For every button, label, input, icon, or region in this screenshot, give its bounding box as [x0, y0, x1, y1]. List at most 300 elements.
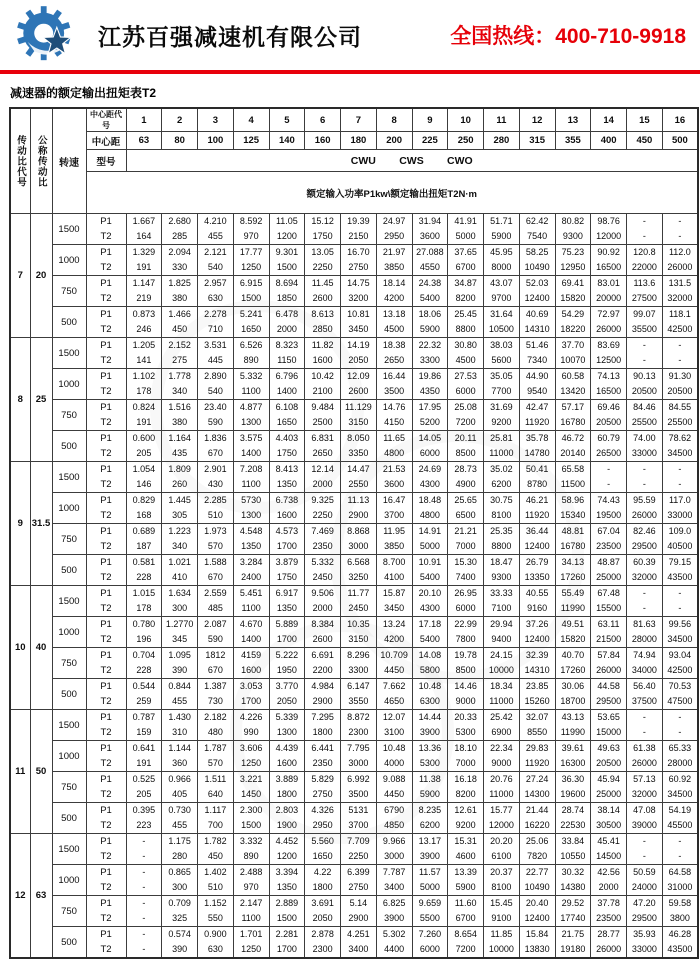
- torque-value-cell: 13.24 4200: [376, 617, 412, 648]
- torque-value-cell: 3.284 2400: [233, 555, 269, 586]
- torque-value-cell: 17.18 5400: [412, 617, 448, 648]
- torque-value-cell: 7.709 2250: [341, 834, 377, 865]
- torque-value-cell: 9.088 4450: [376, 772, 412, 803]
- torque-value-cell: 113.6 27500: [627, 276, 663, 307]
- torque-value-cell: 20.20 6100: [484, 834, 520, 865]
- torque-value-cell: 5.560 1650: [305, 834, 341, 865]
- torque-value-cell: 48.81 16780: [555, 524, 591, 555]
- torque-value-cell: 29.52 17740: [555, 896, 591, 927]
- torque-value-cell: 34.13 17260: [555, 555, 591, 586]
- torque-value-cell: 9.325 2250: [305, 493, 341, 524]
- table-row: [10, 617, 698, 648]
- speed-cell: 500: [52, 679, 86, 710]
- torque-value-cell: 14.08 5800: [412, 648, 448, 679]
- torque-value-cell: 17.77 1250: [233, 245, 269, 276]
- torque-value-cell: 30.75 8100: [484, 493, 520, 524]
- torque-value-cell: 1.466 450: [162, 307, 198, 338]
- speed-cell: 1500: [52, 834, 86, 865]
- torque-value-cell: 23.85 15260: [519, 679, 555, 710]
- torque-value-cell: 2.680 285: [162, 214, 198, 245]
- torque-value-cell: 6.147 3550: [341, 679, 377, 710]
- torque-value-cell: 2.889 1500: [269, 896, 305, 927]
- torque-value-cell: 8.872 2300: [341, 710, 377, 741]
- torque-value-cell: 64.58 31000: [662, 865, 698, 896]
- row-label-center-distance-code: 中心距代号: [86, 108, 126, 132]
- torque-value-cell: 8.592 970: [233, 214, 269, 245]
- torque-value-cell: 0.600 205: [126, 431, 162, 462]
- table-row: [10, 462, 698, 493]
- p1-t2-label-cell: P1 T2: [86, 927, 126, 959]
- torque-value-cell: 7.208 1100: [233, 462, 269, 493]
- torque-value-cell: 2.803 1900: [269, 803, 305, 834]
- center-distance-cell: 250: [448, 132, 484, 150]
- torque-value-cell: 42.47 11920: [519, 400, 555, 431]
- torque-value-cell: 90.13 20500: [627, 369, 663, 400]
- torque-value-cell: 7.662 4650: [376, 679, 412, 710]
- torque-value-cell: 38.14 30500: [591, 803, 627, 834]
- torque-value-cell: 37.65 6700: [448, 245, 484, 276]
- torque-value-cell: 3.770 2050: [269, 679, 305, 710]
- torque-value-cell: 30.80 4500: [448, 338, 484, 369]
- table-row: [10, 834, 698, 865]
- p1-t2-label-cell: P1 T2: [86, 710, 126, 741]
- torque-value-cell: 14.75 3200: [341, 276, 377, 307]
- torque-value-cell: 82.46 29500: [627, 524, 663, 555]
- torque-value-cell: 0.873 246: [126, 307, 162, 338]
- center-distance-code-cell: 12: [519, 108, 555, 132]
- torque-value-cell: 18.47 9300: [484, 555, 520, 586]
- torque-value-cell: 3.691 2050: [305, 896, 341, 927]
- torque-value-cell: 42.56 2000: [591, 865, 627, 896]
- col-header-speed: 转速: [52, 108, 86, 214]
- torque-value-cell: 0.395 223: [126, 803, 162, 834]
- torque-value-cell: 2.878 2300: [305, 927, 341, 959]
- torque-value-cell: 50.59 24000: [627, 865, 663, 896]
- torque-value-cell: 1.516 380: [162, 400, 198, 431]
- torque-value-cell: - -: [627, 214, 663, 245]
- torque-value-cell: 27.53 6000: [448, 369, 484, 400]
- torque-table-body: [10, 108, 698, 958]
- torque-value-cell: 6.526 890: [233, 338, 269, 369]
- torque-value-cell: 6.831 2650: [305, 431, 341, 462]
- torque-value-cell: 46.72 20140: [555, 431, 591, 462]
- torque-value-cell: 38.03 5600: [484, 338, 520, 369]
- center-distance-code-cell: 7: [341, 108, 377, 132]
- speed-cell: 500: [52, 927, 86, 959]
- ratio-code-cell: 7: [10, 214, 30, 338]
- torque-value-cell: 6.399 2750: [341, 865, 377, 896]
- torque-value-cell: 29.83 11920: [519, 741, 555, 772]
- torque-value-cell: 4.22 1800: [305, 865, 341, 896]
- header-row-model: [10, 150, 698, 172]
- torque-value-cell: 6790 4850: [376, 803, 412, 834]
- torque-value-cell: 1.021 410: [162, 555, 198, 586]
- torque-value-cell: 0.704 228: [126, 648, 162, 679]
- table-row: [10, 896, 698, 927]
- torque-value-cell: 5131 3700: [341, 803, 377, 834]
- torque-value-cell: 7.469 2350: [305, 524, 341, 555]
- torque-value-cell: 0.689 187: [126, 524, 162, 555]
- torque-value-cell: 35.05 7700: [484, 369, 520, 400]
- torque-value-cell: 58.96 15340: [555, 493, 591, 524]
- p1-t2-label-cell: P1 T2: [86, 586, 126, 617]
- torque-value-cell: 5.332 2450: [305, 555, 341, 586]
- center-distance-cell: 315: [519, 132, 555, 150]
- row-label-center-distance: 中心距: [86, 132, 126, 150]
- torque-value-cell: 83.01 20000: [591, 276, 627, 307]
- torque-value-cell: 20.10 4300: [412, 586, 448, 617]
- torque-value-cell: 9.506 2000: [305, 586, 341, 617]
- torque-value-cell: 4.251 3400: [341, 927, 377, 959]
- torque-value-cell: 1.329 191: [126, 245, 162, 276]
- torque-value-cell: 6.568 3250: [341, 555, 377, 586]
- torque-value-cell: 36.30 19600: [555, 772, 591, 803]
- torque-value-cell: 9.301 1500: [269, 245, 305, 276]
- torque-value-cell: 18.06 5900: [412, 307, 448, 338]
- torque-value-cell: 30.06 18700: [555, 679, 591, 710]
- ratio-code-cell: 8: [10, 338, 30, 462]
- torque-value-cell: 1.430 310: [162, 710, 198, 741]
- torque-value-cell: 3.606 1250: [233, 741, 269, 772]
- torque-value-cell: 0.824 191: [126, 400, 162, 431]
- torque-value-cell: 25.65 6500: [448, 493, 484, 524]
- torque-value-cell: 31.69 9200: [484, 400, 520, 431]
- torque-value-cell: 3.053 1700: [233, 679, 269, 710]
- torque-value-cell: 8.413 1350: [269, 462, 305, 493]
- torque-value-cell: 4.670 1400: [233, 617, 269, 648]
- torque-value-cell: 8.050 3350: [341, 431, 377, 462]
- torque-value-cell: 8.323 1150: [269, 338, 305, 369]
- torque-value-cell: 10.35 3150: [341, 617, 377, 648]
- torque-value-cell: 1.973 570: [198, 524, 234, 555]
- speed-cell: 500: [52, 803, 86, 834]
- p1-t2-label-cell: P1 T2: [86, 834, 126, 865]
- torque-value-cell: 19.86 4350: [412, 369, 448, 400]
- torque-value-cell: 5.241 1650: [233, 307, 269, 338]
- torque-value-cell: 0.574 390: [162, 927, 198, 959]
- torque-value-cell: 5.339 1300: [269, 710, 305, 741]
- nominal-ratio-cell: 40: [30, 586, 52, 710]
- torque-value-cell: 15.12 1750: [305, 214, 341, 245]
- torque-value-cell: 84.55 25500: [662, 400, 698, 431]
- torque-value-cell: 11.95 3850: [376, 524, 412, 555]
- table-row: [10, 555, 698, 586]
- p1-t2-label-cell: P1 T2: [86, 772, 126, 803]
- torque-value-cell: 19.78 8500: [448, 648, 484, 679]
- torque-value-cell: 12.14 2000: [305, 462, 341, 493]
- table-row: [10, 245, 698, 276]
- torque-value-cell: 1.667 164: [126, 214, 162, 245]
- torque-value-cell: 0.780 196: [126, 617, 162, 648]
- torque-value-cell: 1.144 360: [162, 741, 198, 772]
- torque-value-cell: 60.79 26500: [591, 431, 627, 462]
- torque-value-cell: 5.14 2900: [341, 896, 377, 927]
- torque-value-cell: 4.984 2900: [305, 679, 341, 710]
- torque-value-cell: 45.95 8000: [484, 245, 520, 276]
- center-distance-code-cell: 5: [269, 108, 305, 132]
- torque-value-cell: 93.04 42500: [662, 648, 698, 679]
- torque-value-cell: 7.787 3400: [376, 865, 412, 896]
- torque-value-cell: 0.844 455: [162, 679, 198, 710]
- torque-value-cell: - -: [591, 462, 627, 493]
- torque-value-cell: 74.13 16500: [591, 369, 627, 400]
- torque-value-cell: 54.19 45500: [662, 803, 698, 834]
- torque-value-cell: - -: [627, 586, 663, 617]
- torque-value-cell: 7.295 1800: [305, 710, 341, 741]
- torque-value-cell: 3.332 890: [233, 834, 269, 865]
- table-row: [10, 524, 698, 555]
- torque-value-cell: 16.44 3500: [376, 369, 412, 400]
- torque-value-cell: 21.44 16220: [519, 803, 555, 834]
- torque-value-cell: 4.326 2950: [305, 803, 341, 834]
- torque-value-cell: 25.42 6900: [484, 710, 520, 741]
- torque-value-cell: 11.77 2450: [341, 586, 377, 617]
- table-row: [10, 710, 698, 741]
- torque-value-cell: 11.85 10000: [484, 927, 520, 959]
- ratio-code-cell: 10: [10, 586, 30, 710]
- torque-value-cell: 59.58 3800: [662, 896, 698, 927]
- torque-value-cell: 46.21 11920: [519, 493, 555, 524]
- torque-value-cell: 30.32 14380: [555, 865, 591, 896]
- torque-value-cell: 25.81 11000: [484, 431, 520, 462]
- torque-value-cell: 7.795 3000: [341, 741, 377, 772]
- torque-value-cell: - -: [662, 338, 698, 369]
- torque-value-cell: 4.439 1600: [269, 741, 305, 772]
- table-row: [10, 586, 698, 617]
- torque-value-cell: 20.40 12400: [519, 896, 555, 927]
- torque-value-cell: 43.13 11990: [555, 710, 591, 741]
- torque-value-cell: 20.11 8500: [448, 431, 484, 462]
- torque-value-cell: 11.65 4800: [376, 431, 412, 462]
- torque-value-cell: 2.281 1700: [269, 927, 305, 959]
- torque-value-cell: 11.57 5000: [412, 865, 448, 896]
- torque-value-cell: 1.117 700: [198, 803, 234, 834]
- speed-cell: 500: [52, 555, 86, 586]
- header-row-code: [10, 108, 698, 132]
- torque-value-cell: 2.559 485: [198, 586, 234, 617]
- torque-value-cell: 11.82 1600: [305, 338, 341, 369]
- torque-value-cell: 14.44 3900: [412, 710, 448, 741]
- table-row: [10, 772, 698, 803]
- table-row: [10, 493, 698, 524]
- p1-t2-label-cell: P1 T2: [86, 803, 126, 834]
- p1-t2-label-cell: P1 T2: [86, 431, 126, 462]
- center-distance-cell: 400: [591, 132, 627, 150]
- red-divider: [0, 70, 700, 74]
- torque-value-cell: 99.07 35500: [627, 307, 663, 338]
- torque-value-cell: - -: [662, 834, 698, 865]
- center-distance-cell: 125: [233, 132, 269, 150]
- torque-value-cell: 43.07 9700: [484, 276, 520, 307]
- torque-value-cell: 1812 670: [198, 648, 234, 679]
- torque-value-cell: 1.778 340: [162, 369, 198, 400]
- torque-value-cell: 0.525 205: [126, 772, 162, 803]
- torque-value-cell: 40.69 14310: [519, 307, 555, 338]
- torque-value-cell: 51.71 5900: [484, 214, 520, 245]
- torque-value-cell: 5.889 1700: [269, 617, 305, 648]
- torque-value-cell: 79.15 43500: [662, 555, 698, 586]
- table-row: [10, 338, 698, 369]
- torque-value-cell: 35.02 6200: [484, 462, 520, 493]
- torque-value-cell: 1.095 390: [162, 648, 198, 679]
- torque-value-cell: 8.654 7200: [448, 927, 484, 959]
- torque-value-cell: 28.74 22530: [555, 803, 591, 834]
- speed-cell: 1000: [52, 617, 86, 648]
- center-distance-code-cell: 6: [305, 108, 341, 132]
- torque-value-cell: 55.49 11990: [555, 586, 591, 617]
- torque-value-cell: - -: [627, 834, 663, 865]
- torque-value-cell: 18.10 7000: [448, 741, 484, 772]
- speed-cell: 500: [52, 307, 86, 338]
- torque-value-cell: 11.05 1200: [269, 214, 305, 245]
- torque-value-cell: 6.992 3500: [341, 772, 377, 803]
- torque-value-cell: 51.46 7340: [519, 338, 555, 369]
- torque-value-cell: 1.175 280: [162, 834, 198, 865]
- torque-value-cell: 6.108 1650: [269, 400, 305, 431]
- torque-value-cell: 74.43 19500: [591, 493, 627, 524]
- center-distance-code-cell: 10: [448, 108, 484, 132]
- torque-value-cell: 8.384 2600: [305, 617, 341, 648]
- torque-value-cell: 4.226 990: [233, 710, 269, 741]
- torque-value-cell: 1.152 550: [198, 896, 234, 927]
- ratio-code-cell: 9: [10, 462, 30, 586]
- torque-value-cell: 2.147 1100: [233, 896, 269, 927]
- speed-cell: 750: [52, 896, 86, 927]
- torque-value-cell: 22.34 9000: [484, 741, 520, 772]
- torque-value-cell: 41.91 5000: [448, 214, 484, 245]
- torque-value-cell: 65.58 11500: [555, 462, 591, 493]
- ratio-code-cell: 11: [10, 710, 30, 834]
- torque-value-cell: 37.70 10070: [555, 338, 591, 369]
- torque-value-cell: 1.634 300: [162, 586, 198, 617]
- torque-value-cell: 22.32 3300: [412, 338, 448, 369]
- torque-value-cell: 32.39 14310: [519, 648, 555, 679]
- torque-value-cell: 15.87 3450: [376, 586, 412, 617]
- speed-cell: 1500: [52, 338, 86, 369]
- p1-t2-label-cell: P1 T2: [86, 865, 126, 896]
- torque-value-cell: 10.48 4000: [376, 741, 412, 772]
- nominal-ratio-cell: 20: [30, 214, 52, 338]
- torque-value-cell: 1.445 305: [162, 493, 198, 524]
- nominal-ratio-cell: 25: [30, 338, 52, 462]
- torque-value-cell: 131.5 32000: [662, 276, 698, 307]
- torque-value-cell: 45.94 25000: [591, 772, 627, 803]
- torque-value-cell: 1.787 570: [198, 741, 234, 772]
- torque-value-cell: - -: [662, 214, 698, 245]
- torque-value-cell: 28.77 26000: [591, 927, 627, 959]
- torque-value-cell: 1.102 178: [126, 369, 162, 400]
- torque-value-cell: 14.19 2050: [341, 338, 377, 369]
- torque-value-cell: 13.05 2250: [305, 245, 341, 276]
- torque-value-cell: 0.581 228: [126, 555, 162, 586]
- torque-value-cell: 2.152 275: [162, 338, 198, 369]
- torque-value-cell: - -: [662, 462, 698, 493]
- speed-cell: 1500: [52, 710, 86, 741]
- model-names: CWU CWS CWO: [126, 150, 698, 172]
- torque-value-cell: 11.60 6700: [448, 896, 484, 927]
- torque-value-cell: 4.877 1300: [233, 400, 269, 431]
- nominal-ratio-cell: 63: [30, 834, 52, 959]
- torque-value-cell: 22.99 7800: [448, 617, 484, 648]
- torque-value-cell: 81.63 28000: [627, 617, 663, 648]
- torque-value-cell: 57.17 16780: [555, 400, 591, 431]
- p1-t2-label-cell: P1 T2: [86, 400, 126, 431]
- center-distance-code-cell: 13: [555, 108, 591, 132]
- center-distance-code-cell: 11: [484, 108, 520, 132]
- center-distance-cell: 160: [305, 132, 341, 150]
- torque-value-cell: 11.45 2600: [305, 276, 341, 307]
- torque-value-cell: 75.23 12950: [555, 245, 591, 276]
- torque-value-cell: 98.76 12000: [591, 214, 627, 245]
- torque-value-cell: 24.15 10000: [484, 648, 520, 679]
- torque-value-cell: 0.730 455: [162, 803, 198, 834]
- torque-value-cell: - -: [627, 338, 663, 369]
- p1-t2-label-cell: P1 T2: [86, 462, 126, 493]
- speed-cell: 1000: [52, 493, 86, 524]
- torque-value-cell: 20.33 5300: [448, 710, 484, 741]
- p1-t2-label-cell: P1 T2: [86, 493, 126, 524]
- torque-value-cell: 11.129 3150: [341, 400, 377, 431]
- torque-value-cell: 44.90 9540: [519, 369, 555, 400]
- torque-value-cell: 5730 1300: [233, 493, 269, 524]
- torque-value-cell: 1.825 380: [162, 276, 198, 307]
- torque-value-cell: 6.441 2350: [305, 741, 341, 772]
- center-distance-cell: 200: [376, 132, 412, 150]
- torque-value-cell: 4.210 455: [198, 214, 234, 245]
- torque-value-cell: 3.394 1350: [269, 865, 305, 896]
- header-row-distance: [10, 132, 698, 150]
- torque-value-cell: 95.59 26000: [627, 493, 663, 524]
- center-distance-code-cell: 8: [376, 108, 412, 132]
- torque-value-cell: 14.91 5000: [412, 524, 448, 555]
- torque-value-cell: 19.39 2150: [341, 214, 377, 245]
- torque-value-cell: 1.147 219: [126, 276, 162, 307]
- torque-value-cell: 13.18 4500: [376, 307, 412, 338]
- torque-value-cell: 117.0 33000: [662, 493, 698, 524]
- torque-value-cell: 0.544 259: [126, 679, 162, 710]
- torque-value-cell: 18.48 4800: [412, 493, 448, 524]
- torque-value-cell: 67.04 23500: [591, 524, 627, 555]
- torque-value-cell: 2.300 1500: [233, 803, 269, 834]
- torque-value-cell: 9.659 5500: [412, 896, 448, 927]
- torque-value-cell: 2.890 540: [198, 369, 234, 400]
- torque-value-cell: 5.302 4400: [376, 927, 412, 959]
- torque-value-cell: 0.787 159: [126, 710, 162, 741]
- torque-value-cell: 24.69 4300: [412, 462, 448, 493]
- torque-value-cell: 3.879 1750: [269, 555, 305, 586]
- torque-value-cell: 18.14 4200: [376, 276, 412, 307]
- speed-cell: 1000: [52, 245, 86, 276]
- torque-value-cell: - -: [627, 710, 663, 741]
- torque-value-cell: 56.40 37500: [627, 679, 663, 710]
- p1-t2-label-cell: P1 T2: [86, 338, 126, 369]
- torque-value-cell: 18.34 11000: [484, 679, 520, 710]
- torque-value-cell: 17.95 5200: [412, 400, 448, 431]
- table-row: [10, 865, 698, 896]
- torque-value-cell: 57.84 26000: [591, 648, 627, 679]
- torque-value-cell: 72.97 26000: [591, 307, 627, 338]
- torque-value-cell: 61.38 26000: [627, 741, 663, 772]
- torque-value-cell: 40.70 17260: [555, 648, 591, 679]
- torque-value-cell: 52.03 12400: [519, 276, 555, 307]
- torque-value-cell: 6.796 1400: [269, 369, 305, 400]
- torque-value-cell: 16.70 2750: [341, 245, 377, 276]
- torque-value-cell: 0.966 405: [162, 772, 198, 803]
- center-distance-cell: 500: [662, 132, 698, 150]
- p1-t2-label-cell: P1 T2: [86, 276, 126, 307]
- torque-value-cell: 4159 1600: [233, 648, 269, 679]
- torque-value-cell: 34.87 8200: [448, 276, 484, 307]
